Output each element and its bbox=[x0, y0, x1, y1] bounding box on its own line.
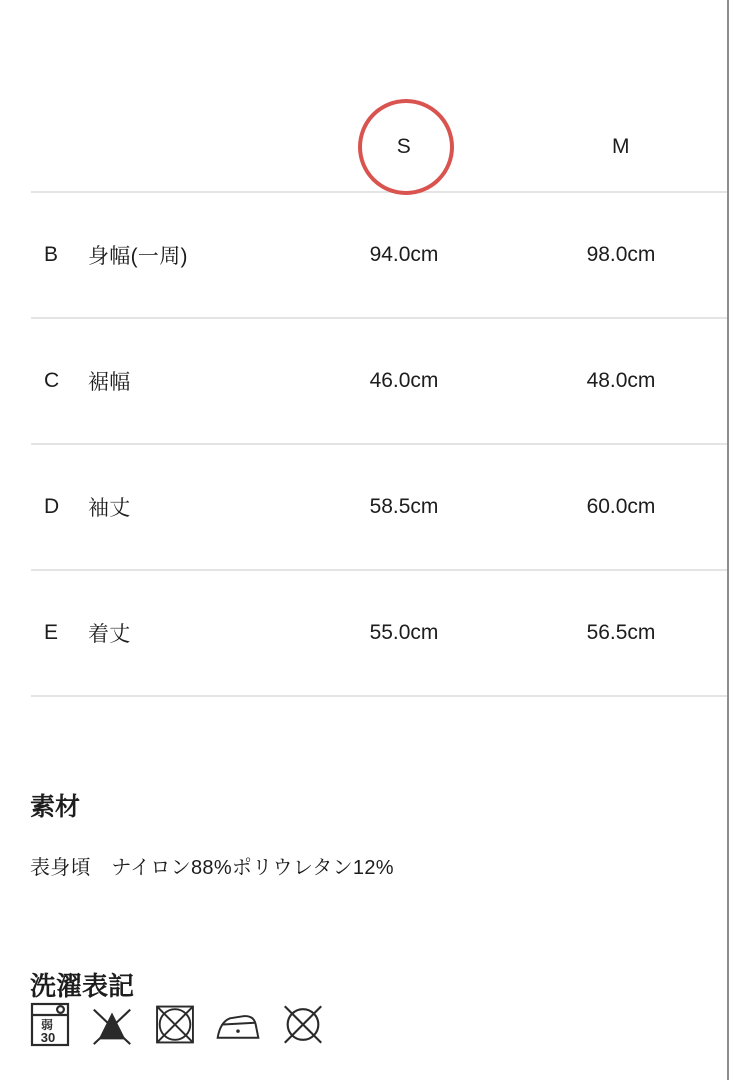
svg-text:30: 30 bbox=[40, 1030, 56, 1045]
row-value-s: 94.0cm bbox=[369, 243, 439, 266]
row-value-m: 98.0cm bbox=[586, 243, 656, 266]
row-label: 着丈 bbox=[88, 623, 131, 646]
care-label-heading: 洗濯表記 bbox=[30, 970, 135, 1001]
size-column-header-row bbox=[31, 0, 727, 193]
table-row bbox=[31, 445, 727, 571]
row-value-s: 58.5cm bbox=[369, 495, 439, 518]
do-not-tumble-dry-icon bbox=[154, 1001, 196, 1048]
care-symbol-row bbox=[30, 1001, 326, 1048]
row-letter: D bbox=[44, 495, 60, 518]
row-label: 裾幅 bbox=[88, 371, 131, 394]
material-heading: 素材 bbox=[30, 792, 81, 821]
row-value-s: 46.0cm bbox=[369, 369, 439, 392]
table-row bbox=[31, 571, 727, 697]
material-composition: 表身頃 ナイロン88%ポリウレタン12% bbox=[30, 857, 394, 879]
row-letter: C bbox=[44, 369, 60, 392]
row-value-m: 60.0cm bbox=[586, 495, 656, 518]
size-column-s[interactable]: S bbox=[396, 135, 412, 158]
row-label: 袖丈 bbox=[88, 497, 131, 520]
do-not-bleach-icon bbox=[89, 1001, 135, 1048]
row-value-s: 55.0cm bbox=[369, 621, 439, 644]
iron-low-heat-icon bbox=[215, 1001, 261, 1048]
table-row bbox=[31, 193, 727, 319]
row-value-m: 56.5cm bbox=[586, 621, 656, 644]
table-row bbox=[31, 319, 727, 445]
row-letter: B bbox=[44, 243, 59, 266]
row-value-m: 48.0cm bbox=[586, 369, 656, 392]
size-chart-table bbox=[31, 0, 727, 697]
do-not-dry-clean-icon bbox=[280, 1001, 326, 1048]
size-column-m[interactable]: M bbox=[612, 135, 630, 158]
svg-text:弱: 弱 bbox=[40, 1018, 54, 1032]
machine-wash-gentle-30-icon bbox=[30, 1001, 70, 1048]
row-letter: E bbox=[44, 621, 59, 644]
row-label: 身幅(一周) bbox=[88, 245, 188, 268]
